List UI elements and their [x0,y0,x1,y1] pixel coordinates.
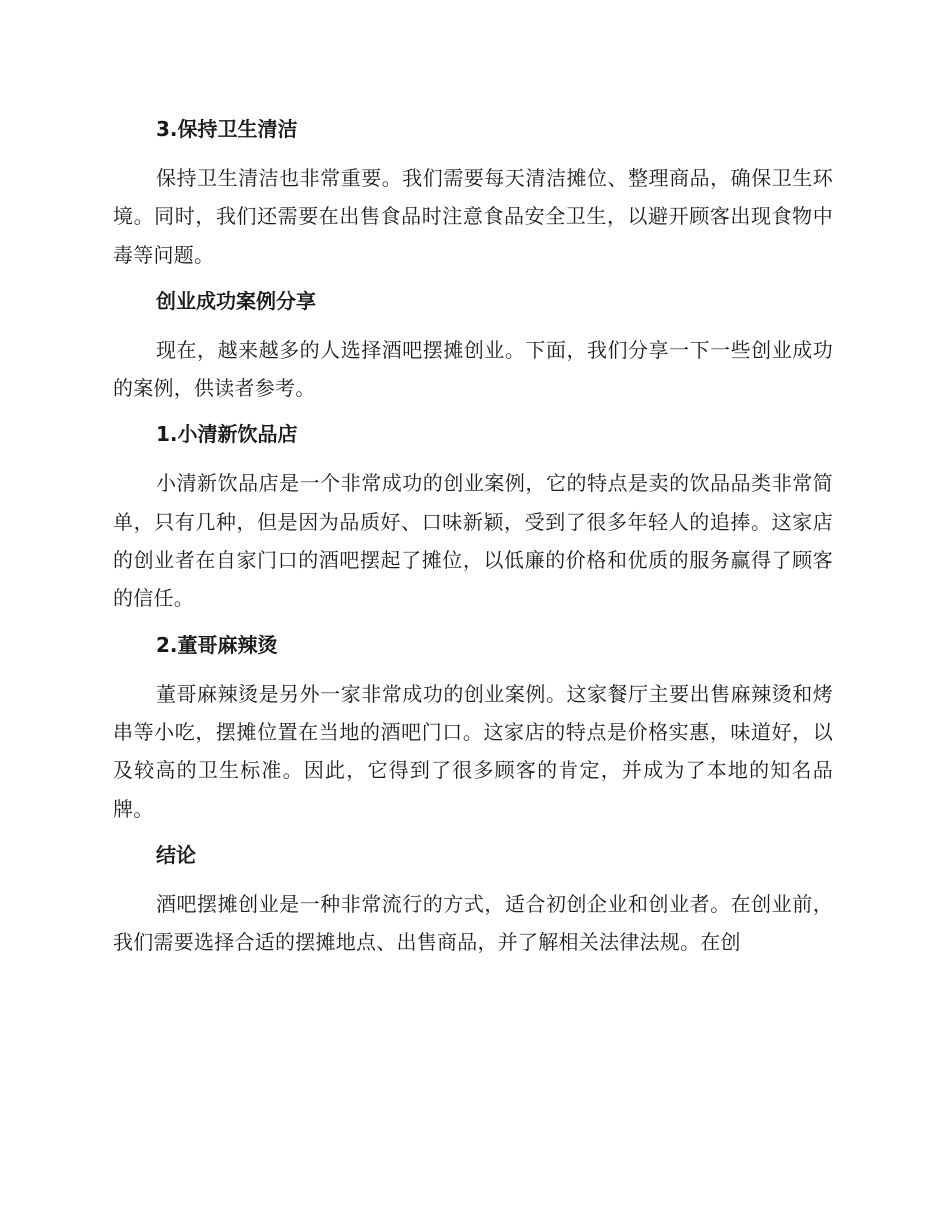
section-heading-conclusion: 结论 [156,842,196,867]
section-heading-drink-shop: 1.小清新饮品店 [156,422,298,447]
section-paragraph-hygiene: 保持卫生清洁也非常重要。我们需要每天清洁摊位、整理商品，确保卫生环境。同时，我们还需要在出售食品时注意食品安全卫生，以避开顾客出现食物中毒等问题。 [113,166,833,267]
section-paragraph-malatang: 董哥麻辣烫是另外一家非常成功的创业案例。这家餐厅主要出售麻辣烫和烤串等小吃，摆摊位置在当地的酒吧门口。这家店的特点是价格实惠，味道好，以及较高的卫生标准。因此，它得到了很多顾客的肯定，并成为了本地的知名品牌。 [113,681,833,821]
section-heading-success-cases: 创业成功案例分享 [156,288,316,313]
section-paragraph-success-cases: 现在，越来越多的人选择酒吧摆摊创业。下面，我们分享一下一些创业成功的案例，供读者参考。 [113,337,833,401]
section-paragraph-drink-shop: 小清新饮品店是一个非常成功的创业案例，它的特点是卖的饮品品类非常简单，只有几种，但是因为品质好、口味新颖，受到了很多年轻人的追捧。这家店的创业者在自家门口的酒吧摆起了摊位，以低廉的价格和优质的服务赢得了顾客的信任。 [113,471,833,611]
section-heading-hygiene: 3.保持卫生清洁 [156,117,298,141]
document-body [113,112,833,961]
section-paragraph-conclusion: 酒吧摆摊创业是一种非常流行的方式，适合初创企业和创业者。在创业前，我们需要选择合适的摆摊地点、出售商品，并了解相关法律法规。在创 [113,891,833,955]
section-heading-malatang: 2.董哥麻辣烫 [156,632,278,657]
